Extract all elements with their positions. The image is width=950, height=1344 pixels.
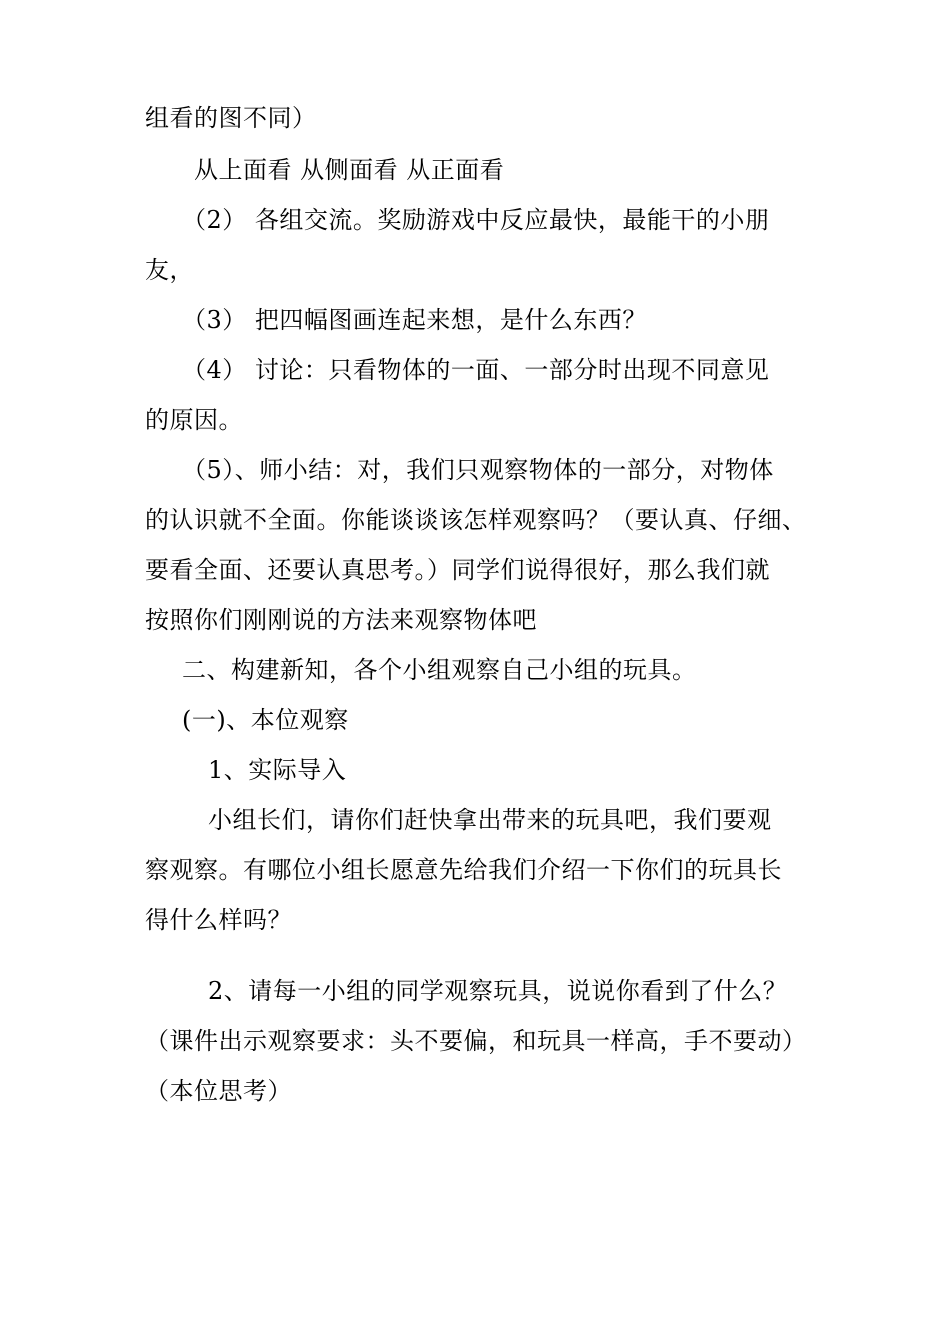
text-line: （5）、师小结：对，我们只观察物体的一部分，对物体 xyxy=(182,456,774,484)
text-line: 察观察。有哪位小组长愿意先给我们介绍一下你们的玩具长 xyxy=(145,856,782,884)
text-line: 组看的图不同） xyxy=(145,104,317,132)
text-line: 要看全面、还要认真思考。）同学们说得很好，那么我们就 xyxy=(145,556,770,584)
text-line: （3） 把四幅图画连起来想，是什么东西？ xyxy=(182,306,647,334)
text-line: （课件出示观察要求：头不要偏，和玩具一样高，手不要动） xyxy=(145,1027,807,1055)
item-heading: 1、实际导入 xyxy=(208,756,347,784)
subsection-heading: (一)、本位观察 xyxy=(182,706,349,734)
text-line: 友， xyxy=(145,256,194,284)
text-line: （4） 讨论：只看物体的一面、一部分时出现不同意见 xyxy=(182,356,770,384)
text-line: 的认识就不全面。你能谈谈该怎样观察吗？（要认真、仔细、 xyxy=(145,506,807,534)
text-line: （本位思考） xyxy=(145,1077,292,1105)
text-line: 按照你们刚刚说的方法来观察物体吧 xyxy=(145,606,537,634)
text-line: （2） 各组交流。奖励游戏中反应最快，最能干的小朋 xyxy=(182,206,770,234)
item-heading: 2、请每一小组的同学观察玩具，说说你看到了什么？ xyxy=(208,977,788,1005)
text-line: 的原因。 xyxy=(145,406,243,434)
text-line: 从上面看 从侧面看 从正面看 xyxy=(194,156,505,184)
section-heading: 二、构建新知，各个小组观察自己小组的玩具。 xyxy=(182,656,697,684)
text-line: 得什么样吗？ xyxy=(145,906,292,934)
text-line: 小组长们，请你们赶快拿出带来的玩具吧，我们要观 xyxy=(208,806,772,834)
